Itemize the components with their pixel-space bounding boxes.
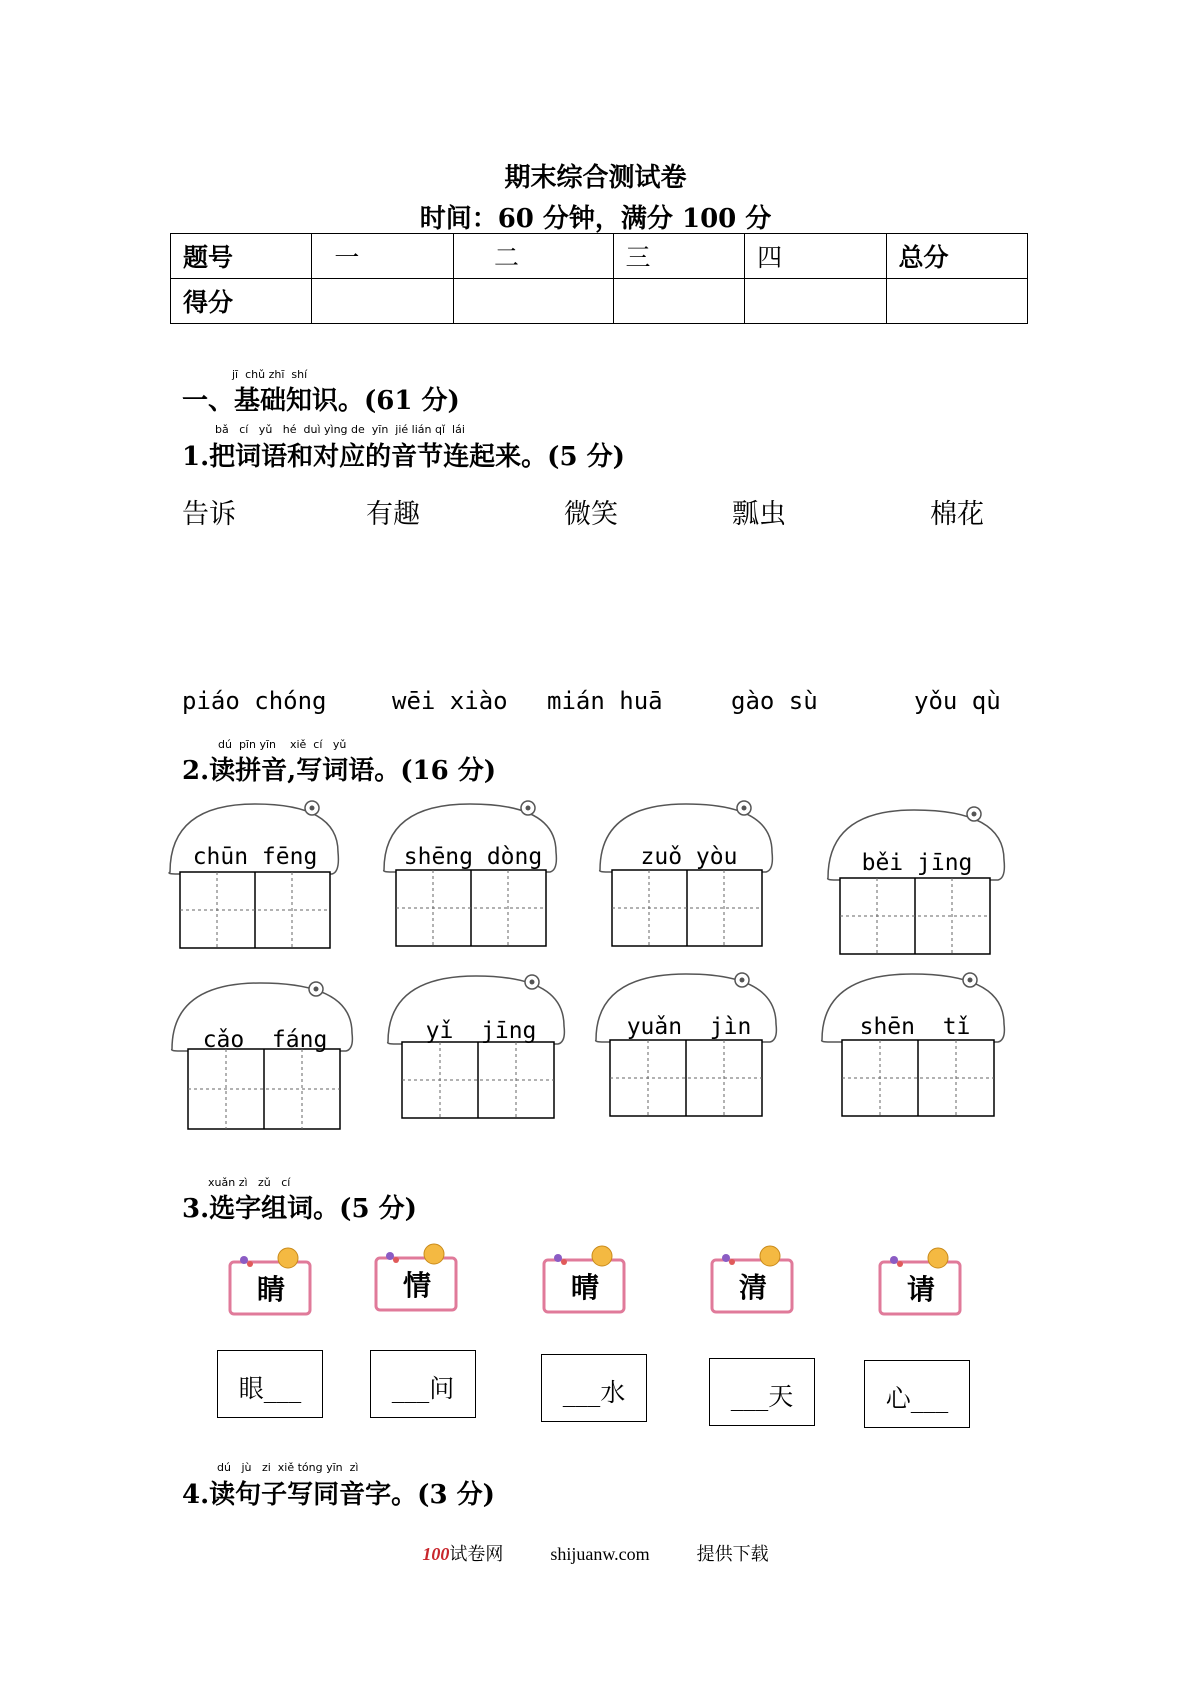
q1-syllable: mián huā [547,687,663,715]
score-table-cell: 题号 [171,234,312,279]
house-pinyin: cǎo fáng [202,1027,328,1053]
char-card [372,1242,462,1312]
site-name: 试卷网 [449,1544,504,1564]
score-input-cell[interactable] [745,279,886,324]
page-footer [0,1540,1191,1566]
score-input-cell[interactable] [453,279,613,324]
mushroom-writing-box [386,968,576,1138]
mushroom-writing-box [822,798,1012,968]
char-card-label: 情 [402,1269,431,1302]
char-card [226,1246,316,1316]
mushroom-house-icon [822,798,1012,968]
mushroom-writing-box [378,792,568,962]
mushroom-house-icon [594,966,784,1136]
q1-pinyin: bǎ cí yǔ hé duì yìng de yīn jié lián qǐ lái [215,423,465,436]
house-pinyin: shēng dòng [403,844,543,870]
q4-pinyin: dú jù zi xiě tóng yīn zì [217,1461,359,1474]
q2-title: 2.读拼音,写词语。(16 分) [182,756,497,786]
mushroom-writing-box [160,792,350,962]
fill-blank-box[interactable] [217,1350,323,1418]
fill-blank-box[interactable] [709,1358,815,1426]
mushroom-writing-box [594,966,784,1136]
q1-syllable: wēi xiào [392,687,508,715]
char-card [540,1244,630,1314]
house-pinyin: chūn fēng [192,844,318,870]
score-table [170,233,1028,324]
score-table-cell: 一 [312,234,454,279]
q3-pinyin: xuǎn zì zǔ cí [208,1176,291,1189]
site-url[interactable]: shijuanw.com [550,1544,650,1564]
score-input-cell[interactable] [886,279,1027,324]
fill-blank-box[interactable] [370,1350,476,1418]
score-table-cell: 得分 [171,279,312,324]
q3-title: 3.选字组词。(5 分) [182,1194,417,1224]
char-card-label: 清 [738,1271,767,1304]
q1-word: 有趣 [366,499,420,530]
q2-pinyin: dú pīn yīn xiě cí yǔ [218,738,347,751]
q1-syllable: yǒu qù [914,687,1001,715]
page-subtitle: 时间：60 分钟，满分 100 分 [419,204,772,234]
house-pinyin: běi jīng [861,850,973,876]
q1-title: 1.把词语和对应的音节连起来。(5 分) [182,442,625,472]
q1-syllable: gào sù [731,687,818,715]
char-card-label: 请 [906,1273,935,1306]
score-table-cell: 四 [745,234,886,279]
q1-word: 棉花 [930,499,984,530]
mushroom-house-icon [594,792,784,962]
char-card-label: 晴 [570,1271,599,1304]
house-pinyin: yuǎn jìn [626,1014,752,1040]
mushroom-writing-box [820,966,1010,1136]
q4-title: 4.读句子写同音字。(3 分) [182,1480,495,1510]
fill-blank-text: ___问 [391,1374,455,1403]
site-logo: 100 [422,1544,450,1564]
mushroom-writing-box [594,792,784,962]
fill-blank-box[interactable] [864,1360,970,1428]
q1-word: 瓢虫 [732,499,786,530]
char-card-label: 睛 [256,1273,285,1306]
score-table-header-row [171,234,1028,279]
mushroom-house-icon [378,792,568,962]
q1-syllable: piáo chóng [182,687,327,715]
fill-blank-text: 眼___ [238,1374,302,1403]
fill-blank-box[interactable] [541,1354,647,1422]
score-input-cell[interactable] [312,279,454,324]
footer-note: 提供下载 [696,1544,769,1564]
fill-blank-text: ___水 [562,1378,626,1407]
house-pinyin: shēn tǐ [859,1014,971,1040]
house-pinyin: yǐ jīng [425,1018,537,1044]
q1-word: 告诉 [182,499,236,530]
char-card [708,1244,798,1314]
mushroom-house-icon [820,966,1010,1136]
score-input-cell[interactable] [613,279,745,324]
fill-blank-text: 心___ [885,1384,949,1413]
mushroom-house-icon [160,792,350,962]
house-pinyin: zuǒ yòu [640,844,738,870]
score-table-cell: 总分 [886,234,1027,279]
char-card [876,1246,966,1316]
q1-word: 微笑 [564,499,618,530]
score-table-cell: 二 [453,234,613,279]
score-table-score-row [171,279,1028,324]
mushroom-house-icon [386,968,576,1138]
section1-pinyin: jī chǔ zhī shí [232,368,308,381]
score-table-cell: 三 [613,234,745,279]
mushroom-house-icon [170,975,360,1145]
fill-blank-text: ___天 [730,1382,794,1411]
mushroom-writing-box [170,975,360,1145]
page-title: 期末综合测试卷 [504,163,687,193]
section1-title: 一、基础知识。(61 分) [182,386,460,416]
